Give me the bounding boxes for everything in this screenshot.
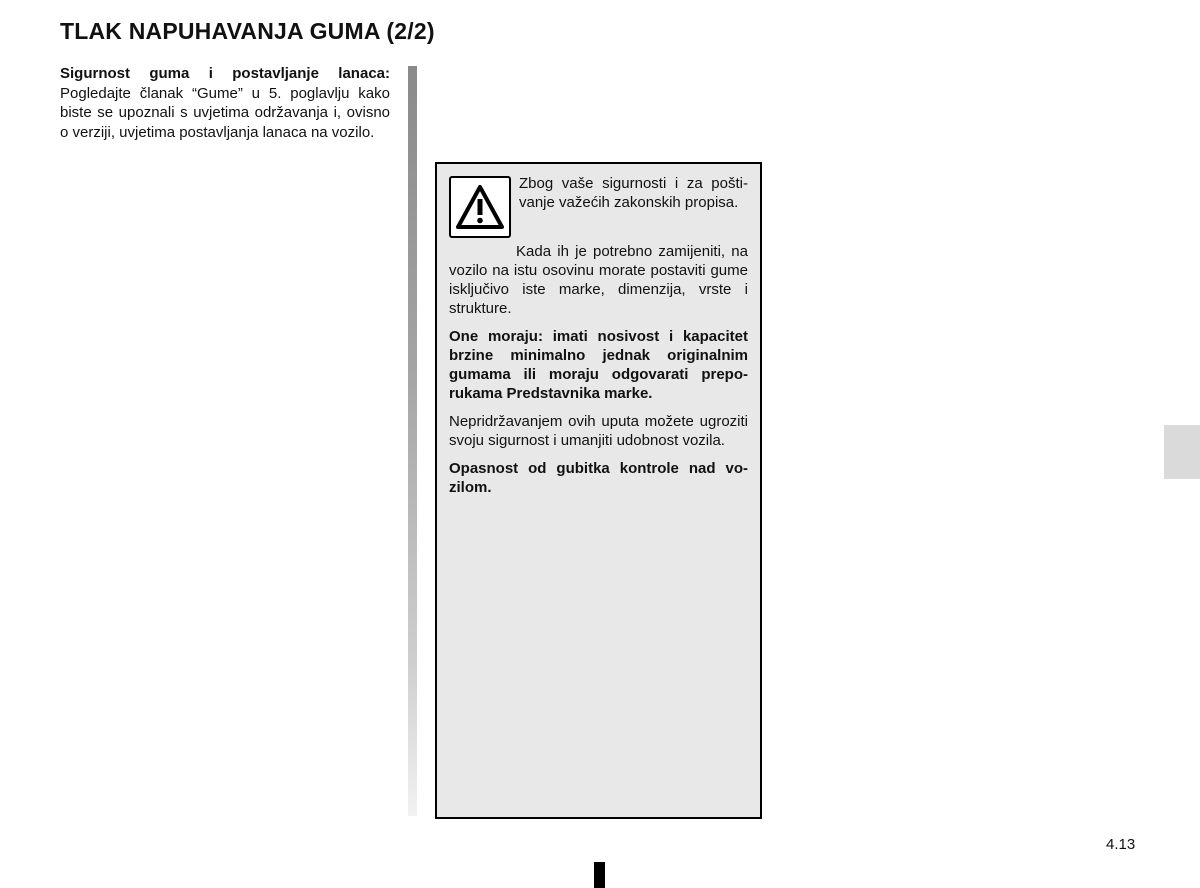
warning-paragraph-5: Opasnost od gubitka kontrole nad vozilom. bbox=[449, 460, 748, 496]
intro-paragraph bbox=[60, 64, 390, 142]
page-number: 4.13 bbox=[1106, 836, 1136, 853]
warning-paragraph-4: Nepridržavanjem ovih uputa možete ugroziti svoju sigurnost i umanjiti udobnost vozila. bbox=[449, 413, 748, 449]
chapter-side-tab bbox=[1164, 425, 1200, 479]
page-title: TLAK NAPUHAVANJA GUMA (2/2) bbox=[60, 18, 435, 44]
warning-paragraph-1: Zbog vaše sigurnosti i za poštivanje važećih zakonskih propisa. bbox=[519, 175, 748, 211]
column-divider-bar bbox=[408, 66, 417, 816]
bottom-marker bbox=[594, 862, 605, 888]
warning-paragraph-2: Kada ih je potrebno zamijeniti, na vozilo na istu osovinu morate postaviti gume isključivo iste marke, dimenzija, vrste i strukture. bbox=[449, 243, 748, 317]
intro-bold-lead: Sigurnost guma i postavljanje lanaca: bbox=[60, 65, 390, 82]
warning-paragraph-3: One moraju: imati nosivost i kapacitet brzine minimalno jednak originalnim gumama ili moraju odgovarati preporukama Predstavnika marke. bbox=[449, 328, 748, 402]
warning-box bbox=[435, 162, 762, 819]
warning-triangle-icon bbox=[449, 176, 511, 238]
intro-body: Pogledajte članak “Gume” u 5. poglavlju kako biste se upoznali s uvjetima održavanja i, ovisno o verziji, uvjetima postavljanja lanaca na vozilo. bbox=[60, 84, 390, 141]
